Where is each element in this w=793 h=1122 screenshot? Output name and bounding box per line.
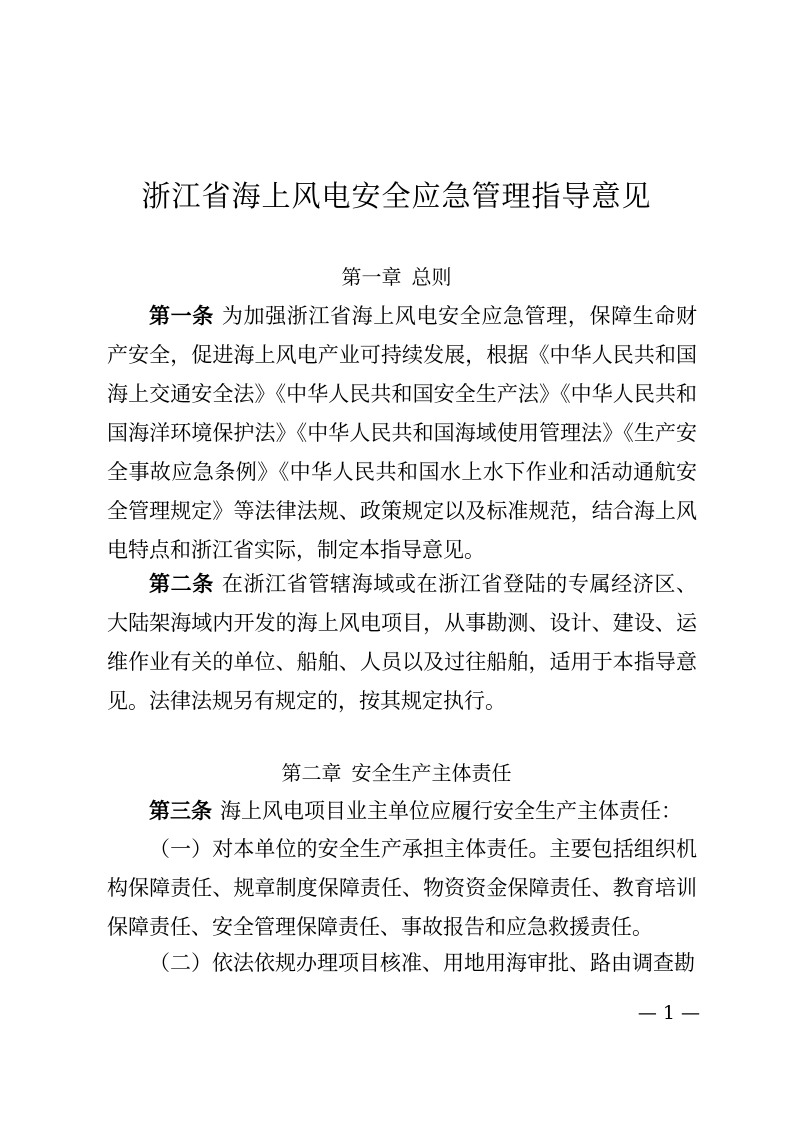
article-text: 为加强浙江省海上风电安全应急管理，保障生命财产安全，促进海上风电产业可持续发展，根据《中华人民共和国海上交通安全法》《中华人民共和国安全生产法》《中华人民共和国海洋环境保护法》《中华人民共和国海域使用管理法》《生产安全事故应急条例》《中华人民共和国水上水下作业和活动通航安全管理规定》等法律法规、政策规定以及标准规范，结合海上风电特点和浙江省实际，制定本指导意见。 xyxy=(107,304,697,562)
article-label: 第三条 xyxy=(149,799,212,823)
chapter-number: 第一章 xyxy=(341,265,402,289)
document-title: 浙江省海上风电安全应急管理指导意见 xyxy=(141,179,652,213)
chapter-name: 安全生产主体责任 xyxy=(351,761,512,785)
article-3-paragraph xyxy=(107,792,697,831)
article-label: 第一条 xyxy=(149,304,214,328)
article-1-paragraph xyxy=(107,297,697,570)
article-2-paragraph xyxy=(107,565,697,721)
list-item-1: （一）对本单位的安全生产承担主体责任。主要包括组织机构保障责任、规章制度保障责任、物资资金保障责任、教育培训保障责任、安全管理保障责任、事故报告和应急救援责任。 xyxy=(107,837,697,939)
article-text: 在浙江省管辖海域或在浙江省登陆的专属经济区、大陆架海域内开发的海上风电项目，从事勘测、设计、建设、运维作业有关的单位、船舶、人员以及过往船舶，适用于本指导意见。法律法规另有规定的，按其规定执行。 xyxy=(107,572,697,713)
article-text: 海上风电项目业主单位应履行安全生产主体责任： xyxy=(220,799,682,823)
chapter-heading-2 xyxy=(0,758,793,788)
chapter-number: 第二章 xyxy=(281,761,342,785)
list-item-2: （二）依法依规办理项目核准、用地用海审批、路由调查勘 xyxy=(149,951,695,975)
chapter-name: 总则 xyxy=(411,265,452,289)
page-number: — 1 — xyxy=(637,1002,700,1024)
chapter-heading-1 xyxy=(0,262,793,292)
article-label: 第二条 xyxy=(149,572,214,596)
